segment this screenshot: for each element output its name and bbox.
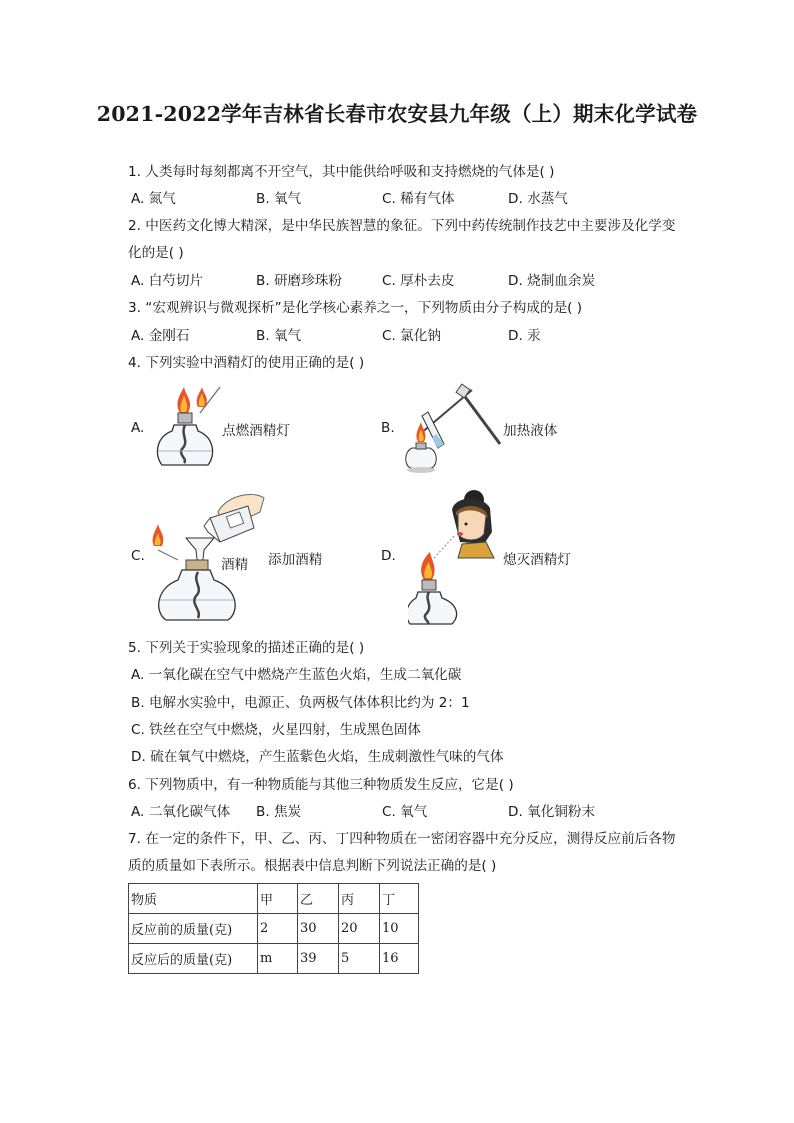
table-header-cell: 丙 [339, 884, 380, 914]
question-5-stem: 5. 下列关于实验现象的描述正确的是( ) [128, 640, 365, 656]
q2-option-b: B. 研磨珍珠粉 [256, 273, 342, 289]
fig-b-letter: B. [381, 420, 395, 436]
page-title: 2021-2022学年吉林省长春市农安县九年级（上）期末化学试卷 [96, 102, 698, 126]
table-header-cell: 甲 [258, 884, 298, 914]
q5-option-b: B. 电解水实验中，电源正、负两极气体体积比约为 2：1 [131, 695, 470, 711]
q3-option-d: D. 汞 [508, 328, 541, 344]
fig-d-letter: D. [381, 548, 396, 564]
table-cell: 反应前的质量(克) [129, 914, 258, 944]
table-cell: 16 [380, 944, 419, 974]
fig-a-caption: 点燃酒精灯 [222, 423, 290, 439]
table-cell: 反应后的质量(克) [129, 944, 258, 974]
question-1-stem: 1. 人类每时每刻都离不开空气，其中能供给呼吸和支持燃烧的气体是( ) [128, 164, 555, 180]
question-4-stem: 4. 下列实验中酒精灯的使用正确的是( ) [128, 355, 365, 371]
table-header-cell: 物质 [129, 884, 258, 914]
table-row [129, 944, 419, 974]
fig-c-letter: C. [131, 548, 145, 564]
question-2-stem: 2. 中医药文化博大精深，是中华民族智慧的象征。下列中药传统制作技艺中主要涉及化学变 [128, 218, 676, 234]
table-header-cell: 丁 [380, 884, 419, 914]
q6-option-a: A. 二氧化碳气体 [131, 804, 231, 820]
q6-option-c: C. 氧气 [382, 804, 428, 820]
table-header-row [129, 884, 419, 914]
q3-option-a: A. 金刚石 [131, 328, 190, 344]
alcohol-lamp-lighting-illustration [150, 385, 222, 473]
table-cell: 30 [298, 914, 339, 944]
q6-option-b: B. 焦炭 [256, 804, 302, 820]
blowing-out-lamp-illustration [408, 486, 504, 626]
q3-option-c: C. 氯化钠 [382, 328, 441, 344]
mass-data-table [128, 883, 419, 974]
q6-option-d: D. 氧化铜粉末 [508, 804, 596, 820]
table-header-cell: 乙 [298, 884, 339, 914]
q1-option-c: C. 稀有气体 [382, 191, 455, 207]
fig-b-caption: 加热液体 [503, 423, 558, 439]
question-3-stem: 3. “宏观辨识与微观探析”是化学核心素养之一，下列物质由分子构成的是( ) [128, 300, 583, 316]
table-cell: 10 [380, 914, 419, 944]
table-cell: 20 [339, 914, 380, 944]
q3-option-b: B. 氧气 [256, 328, 302, 344]
table-cell: 5 [339, 944, 380, 974]
q2-option-d: D. 烧制血余炭 [508, 273, 596, 289]
heating-liquid-illustration [402, 382, 502, 474]
q5-option-d: D. 硫在氧气中燃烧，产生蓝紫色火焰，生成刺激性气味的气体 [131, 749, 504, 765]
question-6-stem: 6. 下列物质中，有一种物质能与其他三种物质发生反应，它是( ) [128, 777, 514, 793]
fig-a-letter: A. [131, 420, 145, 436]
question-7-stem: 7. 在一定的条件下，甲、乙、丙、丁四种物质在一密闭容器中充分反应，测得反应前后各物 [128, 831, 676, 847]
q2-option-c: C. 厚朴去皮 [382, 273, 455, 289]
question-2-stem-cont: 化的是( ) [128, 245, 184, 261]
table-cell: 2 [258, 914, 298, 944]
q1-option-d: D. 水蒸气 [508, 191, 568, 207]
fig-d-caption: 熄灭酒精灯 [503, 552, 571, 568]
q1-option-b: B. 氧气 [256, 191, 302, 207]
fig-c-caption: 添加酒精 [268, 552, 323, 568]
q5-option-c: C. 铁丝在空气中燃烧，火星四射，生成黑色固体 [131, 722, 422, 738]
table-cell: m [258, 944, 298, 974]
table-cell: 39 [298, 944, 339, 974]
q2-option-a: A. 白芍切片 [131, 273, 204, 289]
q5-option-a: A. 一氧化碳在空气中燃烧产生蓝色火焰，生成二氧化碳 [131, 667, 462, 683]
adding-alcohol-illustration [148, 484, 268, 624]
q1-option-a: A. 氮气 [131, 191, 176, 207]
fig-c-inner-label: 酒精 [221, 557, 249, 573]
table-row [129, 914, 419, 944]
question-7-stem-cont: 质的质量如下表所示。根据表中信息判断下列说法正确的是( ) [128, 858, 497, 874]
